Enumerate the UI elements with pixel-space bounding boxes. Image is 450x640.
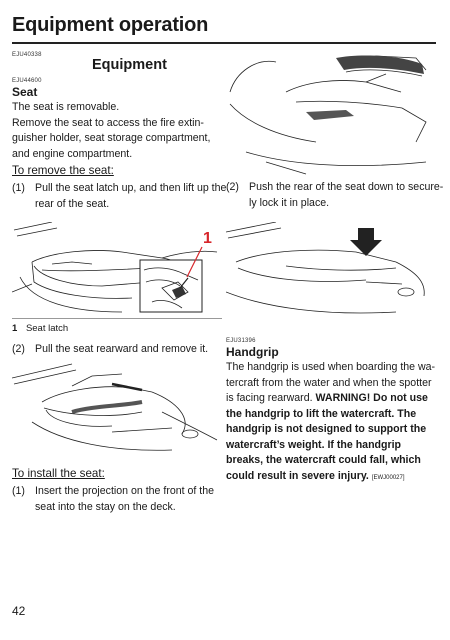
seat-heading: Seat [12, 85, 38, 99]
figure-seat-remove [12, 362, 222, 460]
warning-line: handgrip is not designed to support the [226, 423, 427, 435]
warning-line: could result in severe injury. [226, 469, 372, 482]
warning-lead: WARNING! Do not use [315, 392, 428, 404]
remove-step-1 [12, 181, 227, 212]
seat-intro-line: Remove the seat to access the fire extin- [12, 116, 204, 129]
seat-intro-line: The seat is removable. [12, 101, 120, 113]
seat-remove-illustration [12, 362, 222, 460]
remove-heading: To remove the seat: [12, 164, 114, 177]
header-divider [12, 42, 436, 44]
step-line: Push the rear of the seat down to secure- [249, 181, 444, 193]
install-heading: To install the seat: [12, 467, 105, 480]
install-step-1 [12, 484, 227, 515]
seat-install-front-illustration [226, 52, 440, 176]
step-number: (1) [12, 485, 25, 497]
legend-text: Seat latch [25, 323, 69, 334]
warning-line: watercraft’s weight. If the handgrip [226, 438, 402, 451]
step-line: Pull the seat latch up, and then lift up the [35, 182, 227, 194]
seat-latch-illustration [12, 222, 222, 314]
page-header-title: Equipment operation [12, 14, 209, 36]
warning-last-line [226, 469, 442, 487]
step-line: Insert the projection on the front of the [35, 485, 215, 497]
page-number: 42 [12, 604, 26, 618]
warning-line: the handgrip to lift the watercraft. The [226, 407, 417, 420]
section-code: EJU40338 [12, 52, 42, 58]
figure-seat-push [226, 222, 440, 320]
section-title: Equipment [92, 57, 167, 73]
seat-intro [12, 100, 222, 162]
seat-push-illustration [226, 222, 440, 320]
step-line: ly lock it in place. [249, 196, 330, 209]
seat-intro-line: guisher holder, seat storage compartment, [12, 132, 211, 144]
step-line: Pull the seat rearward and remove it. [35, 343, 209, 355]
warning-code: [EWJ00027] [371, 474, 405, 481]
install-step-2 [226, 180, 444, 211]
handgrip-line: The handgrip is used when boarding the wa- [226, 361, 436, 373]
figure-seat-latch [12, 222, 222, 314]
handgrip-line-normal-part: is facing rearward. [226, 392, 316, 404]
step-number: (2) [226, 181, 239, 193]
handgrip-line-mixed [226, 391, 442, 407]
figure-legend [12, 323, 68, 334]
seat-code: EJU44600 [12, 78, 42, 84]
seat-intro-line: and engine compartment. [12, 147, 133, 160]
step-line: seat into the stay on the deck. [35, 500, 176, 513]
handgrip-line: tercraft from the water and when the spotter [226, 376, 432, 389]
step-number: (2) [12, 343, 25, 355]
handgrip-text [226, 360, 442, 486]
figure-seat-install-front [226, 52, 440, 176]
remove-step-2 [12, 342, 227, 358]
figure-divider [12, 318, 222, 319]
handgrip-heading: Handgrip [226, 345, 279, 359]
step-number: (1) [12, 182, 25, 194]
step-line: rear of the seat. [35, 197, 110, 210]
warning-line: breaks, the watercraft could fall, which [226, 454, 421, 466]
legend-number: 1 [12, 323, 18, 334]
callout-number-1: 1 [203, 230, 212, 247]
handgrip-code: EJU31396 [226, 338, 256, 344]
